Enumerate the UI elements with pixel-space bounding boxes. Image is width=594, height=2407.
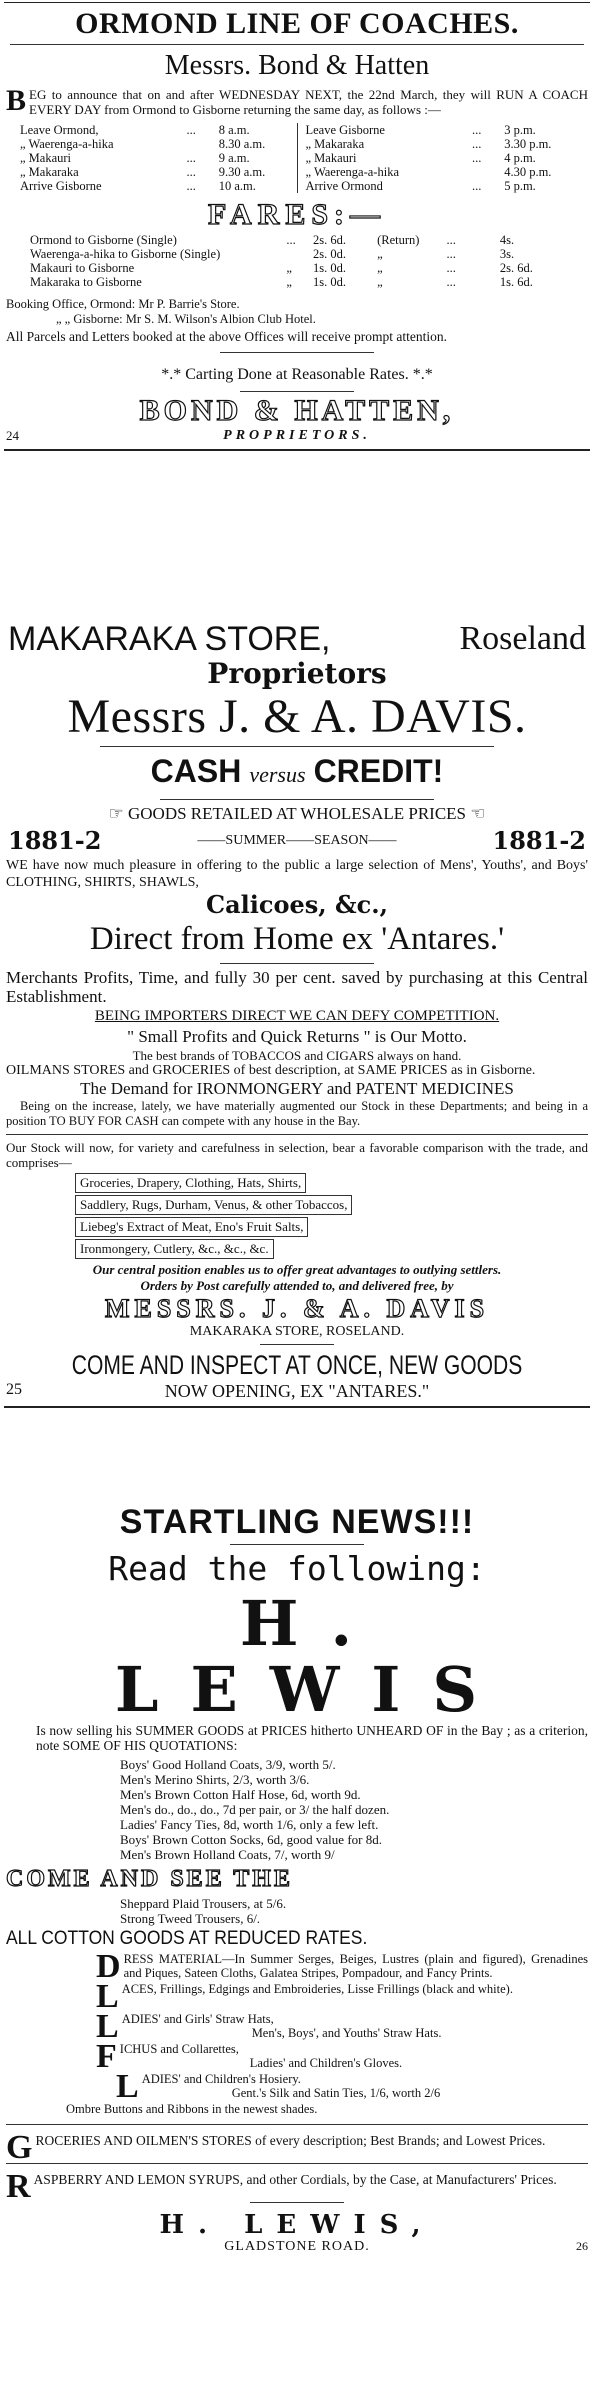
carting-notice: *.* Carting Done at Reasonable Rates. *.* [161, 366, 433, 383]
proprietors-label: PROPRIETORS. [223, 428, 371, 443]
offer-text: WE have now much pleasure in offering to the public a large selection of Mens', Youths', and Boys' CLOTHING, SHIRTS, SHAWLS, [6, 858, 588, 890]
direct-from-home: Direct from Home ex 'Antares.' [89, 921, 505, 957]
fare-row: Ormond to Gisborne (Single) ... 2s. 6d. (Return) ... 4s. [30, 233, 515, 247]
hosiery: LADIES' and Children's Hosiery. Gent.'s Silk and Satin Ties, 1/6, worth 2/6 [116, 2068, 441, 2105]
fare-row: Waerenga-a-hika to Gisborne (Single) 2s. 0d. „ ... 3s. [30, 247, 515, 261]
gladstone-road: GLADSTONE ROAD. [224, 2239, 370, 2254]
top-rule [4, 2, 590, 3]
proprietor-name: BOND & HATTEN, [139, 394, 455, 427]
quotation-item: Boys' Brown Cotton Socks, 6d, good value for 8d. [120, 1832, 382, 1847]
wholesale-line: ☞ GOODS RETAILED AT WHOLESALE PRICES ☜ [108, 804, 486, 823]
stock-paragraph: Our Stock will now, for variety and carefulness in selection, bear a favorable comparison with the trade, and comprises— [6, 1140, 588, 1170]
quotations-list [120, 1757, 594, 1862]
fare-row: Makauri to Gisborne „ 1s. 0d. „ ... 2s. 6d. [30, 261, 533, 275]
timetable-morning [20, 123, 289, 193]
quotation-item: Men's do., do., do., 7d per pair, or 3/ the half dozen. [120, 1802, 390, 1817]
store-address: MAKARAKA STORE, ROSELAND. [189, 1324, 405, 1339]
come-and-see: COME AND SEE THE [6, 1866, 293, 1892]
timetable-afternoon [306, 123, 575, 193]
quotation-item: Men's Brown Cotton Half Hose, 6d, worth 9d. [120, 1787, 361, 1802]
store-title: MAKARAKA STORE, Roseland [8, 620, 586, 658]
parcels-notice: All Parcels and Letters booked at the above Offices will receive prompt attention. [6, 329, 447, 344]
fares-title: FARES:— [207, 198, 387, 231]
central-position: Our central position enables us to offer great advantages to outlying settlers. [92, 1262, 502, 1277]
tweed-trousers: Strong Tweed Trousers, 6/. [120, 1911, 261, 1926]
season-line: 1881-2 ——SUMMER——SEASON—— 1881-2 [8, 826, 586, 855]
stock-item: Ironmongery, Cutlery, &c., &c., &c. [75, 1239, 274, 1259]
schedule-row: „ Waerenga-a-hika 8.30 a.m. [20, 137, 266, 151]
schedule-row: Arrive Gisborne ... 10 a.m. [20, 179, 256, 193]
schedule-row: „ Makauri ... 4 p.m. [305, 151, 536, 165]
coaches-title: ORMOND LINE OF COACHES. [75, 7, 519, 40]
quotation-item: Boys' Good Holland Coats, 3/9, worth 5/. [120, 1757, 336, 1772]
schedule-row: „ Makauri ... 9 a.m. [20, 151, 250, 165]
ad-number-24: 24 [6, 428, 19, 443]
laces: LACES, Frillings, Edgings and Embroideries, Lisse Frillings (black and white). [96, 1978, 513, 2015]
davis-firm-name: Messrs J. & A. DAVIS. [67, 690, 527, 743]
h-lewis-heading: H. LEWIS [114, 1587, 510, 1726]
read-the-following: Read the following: [108, 1549, 486, 1588]
booking-office-ormond: Booking Office, Ormond: Mr P. Barrie's Store. [6, 297, 240, 311]
divider [10, 44, 584, 45]
plaid-trousers: Sheppard Plaid Trousers, at 5/6. [120, 1896, 287, 1911]
timetable [20, 123, 574, 193]
ad-ormond-coaches [0, 0, 594, 454]
raspberry-syrups: RASPBERRY AND LEMON SYRUPS, and other Cordials, by the Case, at Manufacturers' Prices. [6, 2168, 557, 2205]
schedule-row: „ Makaraka ... 3.30 p.m. [305, 137, 552, 151]
ad-number-26: 26 [576, 2239, 588, 2253]
straw-hats: LADIES' and Girls' Straw Hats, Men's, Boys', and Youths' Straw Hats. [96, 2008, 442, 2045]
now-opening: NOW OPENING, EX "ANTARES." [164, 1381, 430, 1401]
orders-by-post: Orders by Post carefully attended to, and delivered free, by [140, 1278, 454, 1293]
merchants-profits: Merchants Profits, Time, and fully 30 per cent. saved by purchasing at this Central Establishment. [6, 968, 588, 1006]
firm-name: Messrs. Bond & Hatten [164, 50, 430, 81]
cotton-goods-reduced: ALL COTTON GOODS AT REDUCED RATES. [6, 1928, 368, 1949]
tobacco-line: The best brands of TOBACCOS and CIGARS always on hand. [132, 1048, 462, 1063]
groceries: GROCERIES AND OILMEN'S STORES of every description; Best Brands; and Lowest Prices. [6, 2129, 546, 2166]
stock-item: Liebeg's Extract of Meat, Eno's Fruit Salts, [75, 1217, 308, 1237]
booking-office-gisborne: „ „ Gisborne: Mr S. M. Wilson's Albion Club Hotel. [56, 312, 316, 326]
schedule-row: Leave Gisborne ... 3 p.m. [305, 123, 536, 137]
quotation-item: Men's Brown Holland Coats, 7/, worth 9/ [120, 1847, 335, 1862]
selling-paragraph: Is now selling his SUMMER GOODS at PRICES hitherto UNHEARD OF in the Bay ; as a criterion, note SOME OF HIS QUOTATIONS: [36, 1723, 588, 1753]
ombre-buttons: Ombre Buttons and Ribbons in the newest shades. [66, 2102, 318, 2116]
quotation-item: Ladies' Fancy Ties, 8d, worth 1/6, only a few left. [120, 1817, 379, 1832]
startling-news: STARTLING NEWS!!! [119, 1503, 475, 1541]
ad-makaraka-store [0, 620, 594, 1411]
schedule-row: „ Makaraka ... 9.30 a.m. [20, 165, 266, 179]
lewis-signature: H. LEWIS, [159, 2210, 435, 2240]
quotation-item: Men's Merino Shirts, 2/3, worth 3/6. [120, 1772, 310, 1787]
dress-material: DRESS MATERIAL—In Summer Serges, Beiges, Lustres (plain and figured), Grenadines and Piques, Sateen Cloths, Galatea Stripes, Pompadour, and Fancy Prints. [96, 1948, 588, 1985]
demand-line: The Demand for IRONMONGERY and PATENT MEDICINES [80, 1079, 514, 1098]
proprietors-heading: Proprietors [207, 657, 387, 690]
intro-paragraph: BEG to announce that on and after WEDNESDAY NEXT, the 22nd March, they will RUN A COACH EVERY DAY from Ormond to Gisborne returning the same day, as follows :— [6, 84, 588, 117]
davis-signature: MESSRS. J. & A. DAVIS [104, 1294, 490, 1323]
cash-versus-credit: CASH versus CREDIT! [150, 753, 444, 789]
oilmans-line: OILMANS STORES and GROCERIES of best description, at SAME PRICES as in Gisborne. [6, 1063, 536, 1078]
schedule-row: Leave Ormond, ... 8 a.m. [20, 123, 250, 137]
importers-line: BEING IMPORTERS DIRECT WE CAN DEFY COMPETITION. [94, 1008, 500, 1024]
calicoes: Calicoes, &c., [206, 890, 388, 919]
stock-items-list [75, 1173, 594, 1259]
increase-paragraph: Being on the increase, lately, we have materially augmented our Stock in these Departments; and being in a position TO BUY FOR CASH can compete with any house in the Bay. [6, 1099, 588, 1128]
schedule-row: „ Waerenga-a-hika 4.30 p.m. [305, 165, 552, 179]
fichus: FICHUS and Collarettes, Ladies' and Children's Gloves. [96, 2038, 403, 2075]
fares-table [30, 233, 564, 289]
fare-row: Makaraka to Gisborne „ 1s. 0d. „ ... 1s. 6d. [30, 275, 533, 289]
motto: " Small Profits and Quick Returns " is Our Motto. [127, 1027, 467, 1046]
schedule-row: Arrive Ormond ... 5 p.m. [305, 179, 536, 193]
ad-h-lewis [0, 1502, 594, 2255]
ad-number-25: 25 [6, 1381, 22, 1398]
stock-item: Groceries, Drapery, Clothing, Hats, Shirts, [75, 1173, 306, 1193]
stock-item: Saddlery, Rugs, Durham, Venus, & other Tobaccos, [75, 1195, 352, 1215]
come-inspect: COME AND INSPECT AT ONCE, NEW GOODS [71, 1350, 523, 1380]
